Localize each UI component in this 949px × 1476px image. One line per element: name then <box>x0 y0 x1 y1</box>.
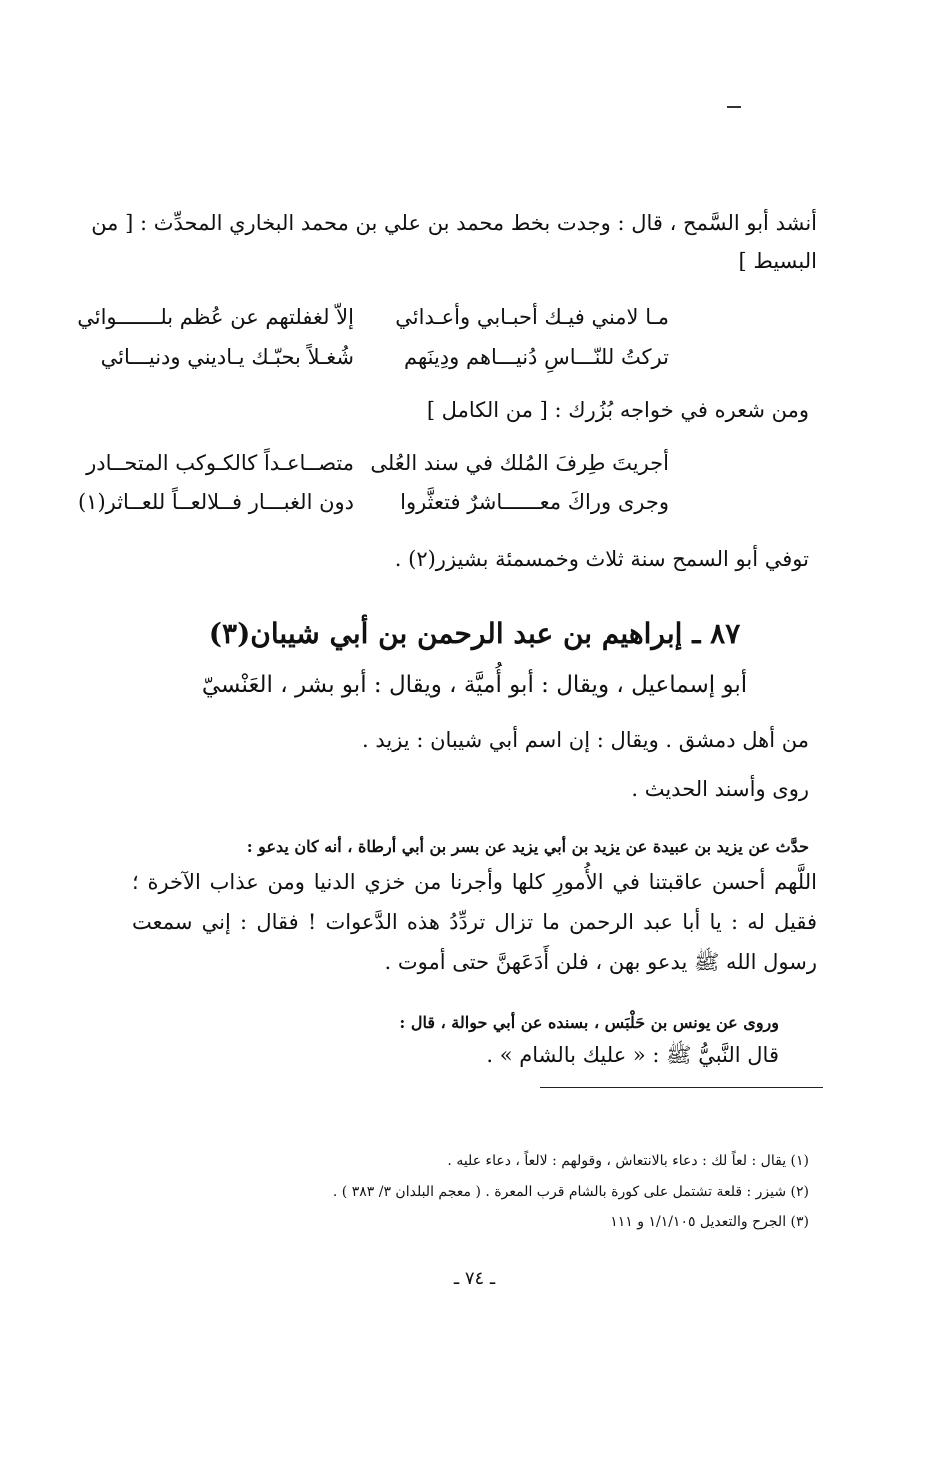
footnote-1: (١) يقال : لعاً لك : دعاء بالانتعاش ، وقولهم : لالعاً ، دعاء عليه . <box>447 1153 809 1169</box>
hadith1-chain: حدَّث عن يزيد بن عبيدة عن يزيد بن أبي يزيد عن بسر بن أبي أرطاة ، أنه كان يدعو : <box>246 837 809 856</box>
corner-mark <box>727 106 741 108</box>
intro-line-1: أنشد أبو السَّمح ، قال : وجدت بخط محمد بن علي بن محمد البخاري المحدِّث : [ من <box>91 211 817 235</box>
entry-narration: روى وأسند الحديث . <box>631 777 809 801</box>
hemistich-left: إلاّ لغفلتهم عن عُظم بلـــــــوائي <box>77 305 354 329</box>
hemistich-right: مـا لامني فيـك أحبـابي وأعـدائي <box>395 305 669 329</box>
hadith1-text: اللَّهم أحسن عاقبتنا في الأُمورِ كلها وأجرنا من خزي الدنيا ومن عذاب الآخرة ؛ فقيل له : يا أبا عبد الرحمن ما تزال تردِّدُ هذه الدَّعوات ! فقال : إني سمعت رسول الله ﷺ يدعو بهن ، فلن أَدَعَهنَّ حتى أموت . <box>132 870 817 974</box>
poem2-verse-2 <box>77 485 809 519</box>
hadith2-text: قال النَّبيُّ ﷺ : « عليك بالشام » . <box>486 1043 779 1067</box>
footnote-rule <box>540 1087 823 1088</box>
hemistich-right: وجرى وراكَ معــــــاشرٌ فتعثَّروا <box>400 490 669 514</box>
hadith2-chain: وروى عن يونس بن حَلْبَس ، بسنده عن أبي حوالة ، قال : <box>399 1013 779 1032</box>
hemistich-left: متصــاعـداً كالكـوكب المتحــادر <box>86 451 354 475</box>
hemistich-right: تركتُ للنّـــاسِ دُنيـــاهم ودِينَهم <box>403 345 669 369</box>
page-number: ـ ٧٤ ـ <box>453 1268 496 1289</box>
poem1-verse-1 <box>77 300 809 334</box>
hemistich-left: دون الغبـــار فــلالعــاً للعــاثر(١) <box>77 490 354 514</box>
intro-line-2: البسيط ] <box>738 249 817 273</box>
hemistich-right: أجريتَ طِرفَ المُلك في سند العُلى <box>370 451 669 475</box>
entry-title: ٨٧ ـ إبراهيم بن عبد الرحمن بن أبي شيبان(٣) <box>208 617 741 650</box>
poem1-verse-2 <box>100 340 809 374</box>
hemistich-left: شُغـلاً بحبّـك يـاديني ودنيـــائي <box>100 345 354 369</box>
entry-origin: من أهل دمشق . ويقال : إن اسم أبي شيبان : يزيد . <box>362 728 809 752</box>
poem2-verse-1 <box>86 446 809 480</box>
footnote-3: (٣) الجرح والتعديل ١/١/١٠٥ و ١١١ <box>610 1214 809 1230</box>
death-note: توفي أبو السمح سنة ثلاث وخمسمئة بشيزر(٢) . <box>394 547 809 571</box>
footnote-2: (٢) شيزر : قلعة تشتمل على كورة بالشام قرب المعرة . ( معجم البلدان ٣/ ٣٨٣ ) . <box>332 1184 809 1200</box>
poem2-intro: ومن شعره في خواجه بُزُرك : [ من الكامل ] <box>426 398 809 422</box>
entry-kunya: أبو إسماعيل ، ويقال : أبو أُميَّة ، ويقال : أبو بشر ، العَنْسيّ <box>201 672 748 698</box>
